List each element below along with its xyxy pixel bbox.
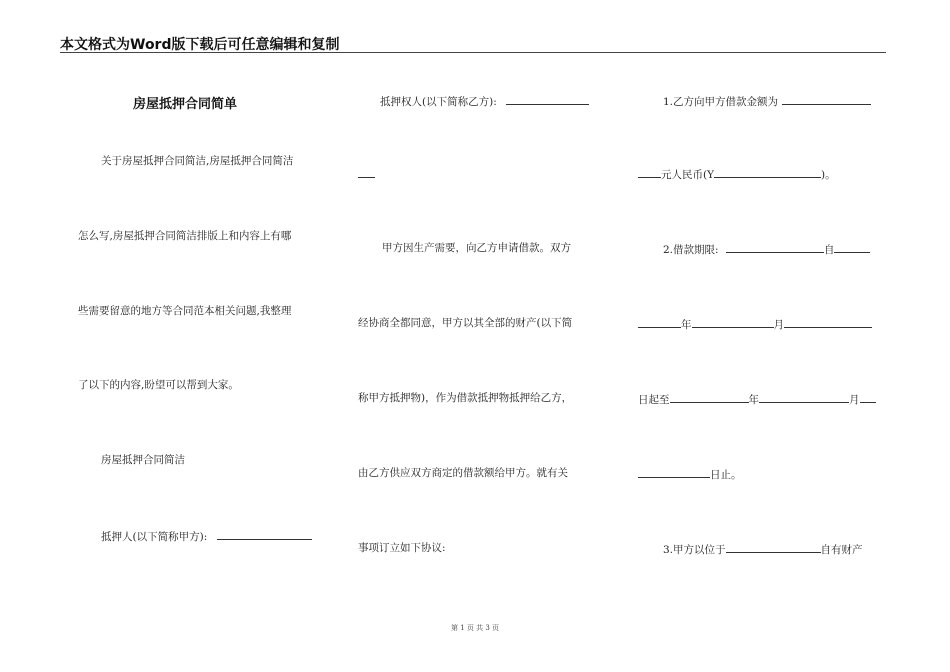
mortgagee-blank-continuation	[358, 166, 375, 182]
mortgagor-line	[101, 528, 312, 544]
month-word-2: 月	[849, 394, 860, 406]
mortgagor-name-blank	[217, 528, 312, 540]
date-line-2	[638, 391, 876, 407]
intro-line-3: 些需要留意的地方等合同范本相关问题,我整理	[78, 305, 292, 317]
document-title: 房屋抵押合同简单	[133, 97, 238, 112]
year-word-2: 年	[748, 394, 759, 406]
day-from-word: 日起至	[638, 394, 670, 406]
start-year-blank-cont	[638, 316, 681, 328]
clause1-amount-line	[638, 166, 836, 182]
date-line-3	[638, 466, 742, 482]
clause3-line	[663, 541, 863, 557]
clause2-text: 2.借款期限:	[663, 244, 719, 256]
intro-line-1: 关于房屋抵押合同简洁,房屋抵押合同简洁	[101, 155, 294, 167]
document-header-title: 本文格式为Word版下载后可任意编辑和复制	[60, 37, 340, 53]
subtitle: 房屋抵押合同简洁	[101, 454, 185, 466]
loan-term-blank	[726, 241, 824, 253]
year-word-1: 年	[681, 319, 692, 331]
end-word: 日止。	[710, 469, 742, 481]
clause1-line	[663, 93, 871, 109]
page-number: 第 1 页 共 3 页	[450, 624, 500, 632]
end-year-blank	[670, 391, 749, 403]
mortgagor-label: 抵押人(以下简称甲方):	[101, 531, 208, 543]
clause2-line	[663, 241, 870, 257]
para1-line-3: 称甲方抵押物)，作为借款抵押物抵押给乙方，	[358, 392, 573, 404]
amount-label: 元人民币(Y	[661, 169, 715, 181]
clause1-text: 1.乙方向甲方借款金额为	[663, 96, 779, 108]
header-divider	[60, 52, 886, 53]
para1-line-1: 甲方因生产需要，向乙方申请借款。双方	[382, 242, 571, 254]
start-day-blank	[784, 316, 872, 328]
loan-amount-blank	[782, 93, 871, 105]
amount-figure-blank	[714, 166, 821, 178]
end-day-blank-cont	[638, 466, 710, 478]
mortgagee-label: 抵押权人(以下简称乙方):	[380, 96, 497, 108]
amount-close: )。	[821, 169, 836, 181]
end-day-blank	[860, 391, 876, 403]
para1-line-5: 事项订立如下协议:	[358, 542, 446, 554]
loan-amount-blank-cont	[638, 166, 661, 178]
para1-line-2: 经协商全都同意，甲方以其全部的财产(以下简	[358, 317, 573, 329]
date-line-1	[638, 316, 872, 332]
month-word-1: 月	[773, 319, 784, 331]
property-location-blank	[726, 541, 821, 553]
mortgagee-name-blank-cont	[358, 166, 375, 178]
intro-line-2: 怎么写,房屋抵押合同简洁排版上和内容上有哪	[78, 230, 292, 242]
start-month-blank	[692, 316, 774, 328]
from-word: 自	[823, 244, 835, 256]
clause3-text: 3.甲方以位于	[663, 544, 726, 556]
mortgagee-line	[380, 93, 589, 109]
start-year-blank	[834, 241, 870, 253]
mortgagee-name-blank	[506, 93, 589, 105]
intro-line-4: 了以下的内容,盼望可以帮到大家。	[78, 379, 239, 391]
end-month-blank	[759, 391, 849, 403]
para1-line-4: 由乙方供应双方商定的借款额给甲方。就有关	[358, 467, 568, 479]
clause3-tail: 自有财产	[820, 544, 863, 556]
